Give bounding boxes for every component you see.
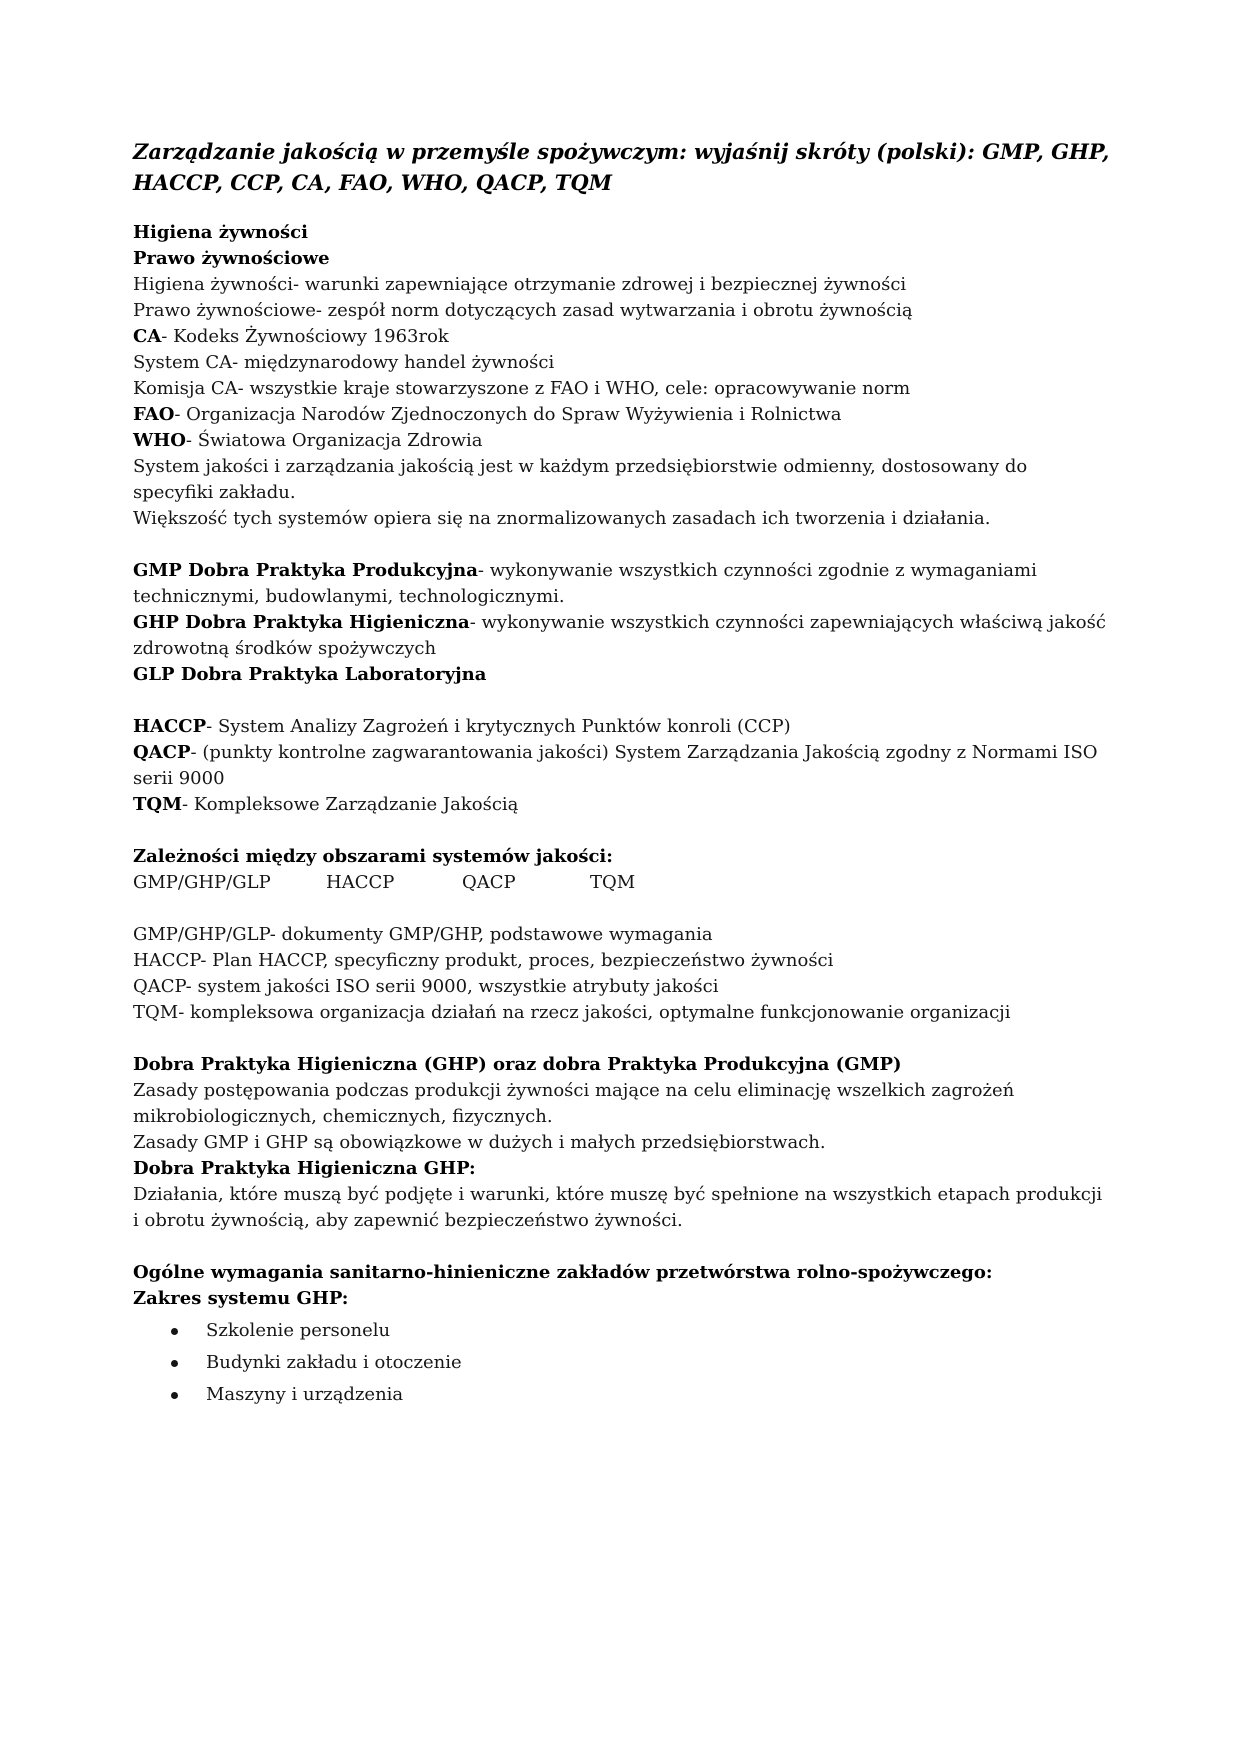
paragraph [133, 1260, 1110, 1286]
text-run-bold: Higiena żywności [133, 222, 308, 243]
text-run-bold: CA [133, 326, 162, 347]
list-item-text: Budynki zakładu i otoczenie [206, 1352, 462, 1373]
paragraph [133, 298, 1110, 324]
paragraph [133, 1182, 1110, 1234]
text-run-bold: GLP Dobra Praktyka Laboratoryjna [133, 664, 487, 685]
text-run-bold: QACP [133, 742, 191, 763]
paragraph [133, 740, 1110, 792]
paragraph [133, 376, 1110, 402]
text-run-bold: Ogólne wymagania sanitarno-hinieniczne zakładów przetwórstwa rolno-spożywczego: [133, 1262, 993, 1283]
text-run: Większość tych systemów opiera się na znormalizowanych zasadach ich tworzenia i działania. [133, 508, 991, 529]
paragraph [133, 1052, 1110, 1078]
document-body [133, 220, 1110, 1408]
tab-label: HACCP [326, 872, 395, 893]
paragraph [133, 1078, 1110, 1130]
text-run: - (punkty kontrolne zagwarantowania jakości) System Zarządzania Jakością zgodny z Normami ISO serii 9000 [133, 742, 1098, 789]
text-run: - Kodeks Żywnościowy 1963rok [161, 326, 449, 347]
paragraph [133, 922, 1110, 948]
blank-line [133, 896, 1110, 922]
paragraph [133, 1286, 1110, 1312]
text-run: Prawo żywnościowe- zespół norm dotyczących zasad wytwarzania i obrotu żywnością [133, 300, 913, 321]
blank-line [133, 1026, 1110, 1052]
blank-line [133, 532, 1110, 558]
paragraph [133, 220, 1110, 246]
text-run-bold: Dobra Praktyka Higieniczna GHP: [133, 1158, 476, 1179]
text-run-bold: GHP Dobra Praktyka Higieniczna [133, 612, 470, 633]
blank-line [133, 688, 1110, 714]
text-run-bold: WHO [133, 430, 186, 451]
text-run: - Organizacja Narodów Zjednoczonych do Spraw Wyżywienia i Rolnictwa [174, 404, 842, 425]
bullet-icon [171, 1360, 178, 1367]
paragraph [133, 246, 1110, 272]
paragraph [133, 610, 1110, 662]
text-run: - Światowa Organizacja Zdrowia [185, 430, 483, 451]
text-run: HACCP- Plan HACCP, specyficzny produkt, proces, bezpieczeństwo żywności [133, 950, 834, 971]
paragraph [133, 1156, 1110, 1182]
paragraph [133, 324, 1110, 350]
paragraph [133, 272, 1110, 298]
text-run-bold: Dobra Praktyka Higieniczna (GHP) oraz dobra Praktyka Produkcyjna (GMP) [133, 1054, 902, 1075]
text-run-bold: Zależności między obszarami systemów jakości: [133, 846, 613, 867]
paragraph [133, 948, 1110, 974]
paragraph [133, 402, 1110, 428]
list-item [133, 1350, 1110, 1376]
paragraph [133, 714, 1110, 740]
text-run: Działania, które muszą być podjęte i warunki, które muszę być spełnione na wszystkich etapach produkcji i obrotu żywnością, aby zapewnić bezpieczeństwo żywności. [133, 1184, 1103, 1231]
paragraph [133, 974, 1110, 1000]
paragraph [133, 506, 1110, 532]
text-run: Higiena żywności- warunki zapewniające otrzymanie zdrowej i bezpiecznej żywności [133, 274, 907, 295]
text-run-bold: Prawo żywnościowe [133, 248, 330, 269]
paragraph [133, 428, 1110, 454]
text-run: TQM- kompleksowa organizacja działań na rzecz jakości, optymalne funkcjonowanie organizacji [133, 1002, 1011, 1023]
blank-line [133, 818, 1110, 844]
paragraph [133, 844, 1110, 870]
paragraph [133, 1000, 1110, 1026]
text-run-bold: TQM [133, 794, 182, 815]
text-run: Zasady GMP i GHP są obowiązkowe w dużych i małych przedsiębiorstwach. [133, 1132, 826, 1153]
text-run-bold: GMP Dobra Praktyka Produkcyjna [133, 560, 478, 581]
bullet-icon [171, 1328, 178, 1335]
list-item [133, 1382, 1110, 1408]
text-run: - Kompleksowe Zarządzanie Jakością [182, 794, 519, 815]
paragraph [133, 558, 1110, 610]
text-run: Zasady postępowania podczas produkcji żywności mające na celu eliminację wszelkich zagrożeń mikrobiologicznych, chemicznych, fizycznych. [133, 1080, 1015, 1127]
text-run-bold: FAO [133, 404, 175, 425]
tab-label: TQM [590, 872, 636, 893]
list-item-text: Szkolenie personelu [206, 1320, 391, 1341]
list-item-text: Maszyny i urządzenia [206, 1384, 404, 1405]
text-run: Komisja CA- wszystkie kraje stowarzyszone z FAO i WHO, cele: opracowywanie norm [133, 378, 911, 399]
text-run: QACP- system jakości ISO serii 9000, wszystkie atrybuty jakości [133, 976, 719, 997]
list-item [133, 1318, 1110, 1344]
tab-stop-row [133, 870, 1110, 896]
text-run: System CA- międzynarodowy handel żywności [133, 352, 555, 373]
text-run: - wykonywanie wszystkich czynności zapewniających właściwą jakość zdrowotną środków spożywczych [133, 612, 1106, 659]
paragraph [133, 350, 1110, 376]
document-title: Zarządzanie jakością w przemyśle spożywczym: wyjaśnij skróty (polski): GMP, GHP, HACCP, CCP, CA, FAO, WHO, QACP, TQM [133, 139, 1110, 195]
text-run-bold: HACCP [133, 716, 207, 737]
text-run: - System Analizy Zagrożeń i krytycznych Punktów konroli (CCP) [206, 716, 791, 737]
blank-line [133, 1234, 1110, 1260]
text-run: - wykonywanie wszystkich czynności zgodnie z wymaganiami technicznymi, budowlanymi, technologicznymi. [133, 560, 1037, 607]
text-run: GMP/GHP/GLP- dokumenty GMP/GHP, podstawowe wymagania [133, 924, 713, 945]
paragraph [133, 662, 1110, 688]
paragraph [133, 1130, 1110, 1156]
text-run-bold: Zakres systemu GHP: [133, 1288, 349, 1309]
tab-label: QACP [462, 872, 516, 893]
paragraph [133, 792, 1110, 818]
paragraph [133, 454, 1110, 506]
bullet-icon [171, 1392, 178, 1399]
tab-label: GMP/GHP/GLP [133, 872, 271, 893]
text-run: System jakości i zarządzania jakością jest w każdym przedsiębiorstwie odmienny, dostosowany do specyfiki zakładu. [133, 456, 1028, 503]
